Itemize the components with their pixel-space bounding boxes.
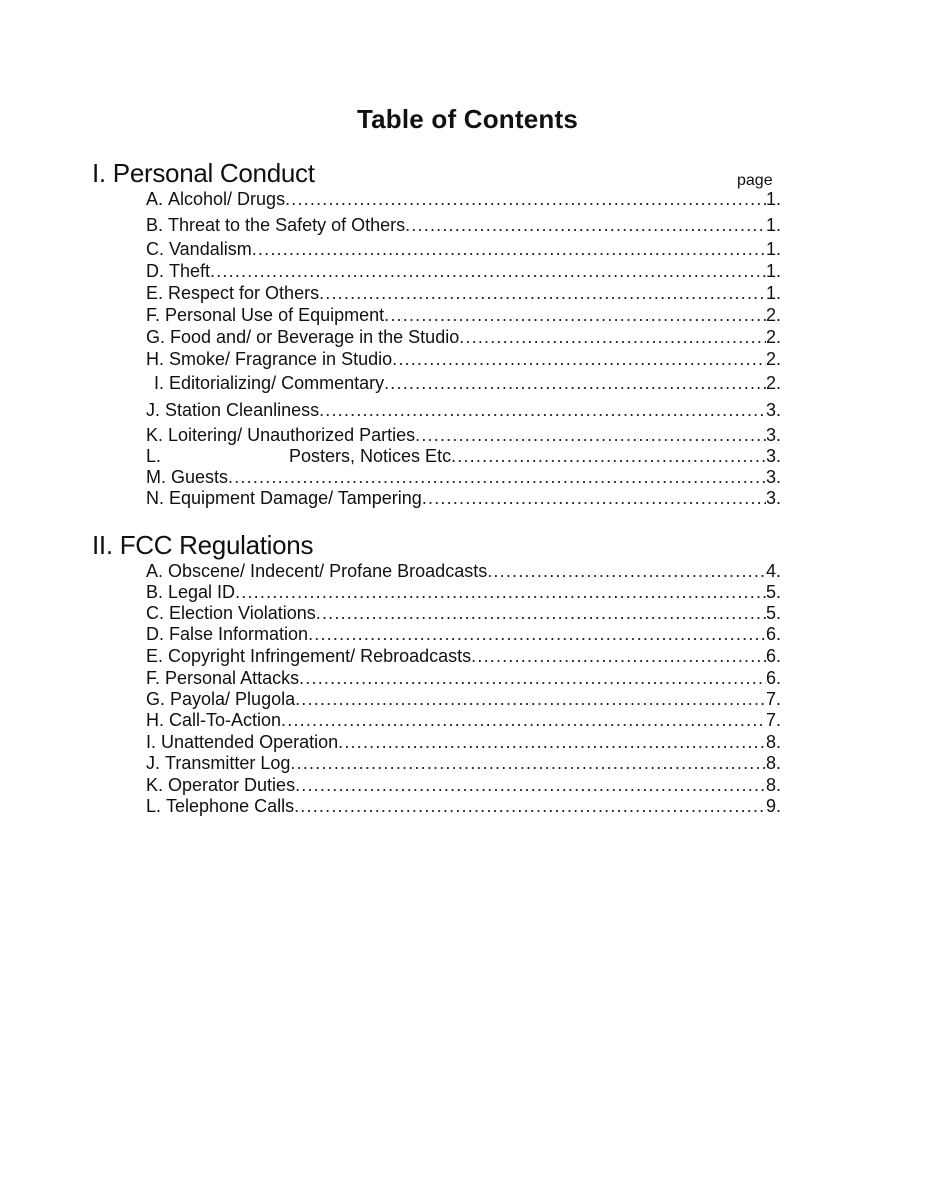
section-heading-fcc-regulations: II. FCC Regulations xyxy=(92,530,314,560)
toc-entry-letter: D. xyxy=(146,624,164,644)
toc-entry-letter: J. xyxy=(146,753,161,773)
toc-entry-title: Payola/ Plugola xyxy=(170,689,296,709)
toc-entry-page: 1. xyxy=(765,283,781,303)
toc-entry-title: Alcohol/ Drugs xyxy=(168,189,286,209)
toc-entry-title: Station Cleanliness xyxy=(165,400,320,420)
toc-entry-page: 1. xyxy=(765,215,781,235)
section-heading-personal-conduct: I. Personal Conduct xyxy=(92,158,315,188)
toc-entry-page: 8. xyxy=(765,753,781,773)
toc-entry xyxy=(146,238,781,260)
dot-leader xyxy=(308,623,766,645)
toc-entry xyxy=(146,709,781,731)
toc-entry xyxy=(146,581,781,603)
toc-entry-letter: J. xyxy=(146,400,161,420)
toc-entry-title: Operator Duties xyxy=(168,775,296,795)
dot-leader xyxy=(405,214,766,236)
toc-entry-page: 6. xyxy=(765,646,781,666)
dot-leader xyxy=(422,487,766,509)
toc-entry-title: Threat to the Safety of Others xyxy=(168,215,406,235)
toc-entry-page: 1. xyxy=(765,189,781,209)
toc-entry xyxy=(146,399,781,421)
toc-entry-page: 1. xyxy=(765,239,781,259)
dot-leader xyxy=(392,348,766,370)
toc-entry xyxy=(146,667,781,689)
toc-entry xyxy=(154,372,781,394)
toc-entry-letter: L. xyxy=(146,446,162,466)
dot-leader xyxy=(471,645,766,667)
toc-entry xyxy=(146,752,781,774)
toc-entry-letter: C. xyxy=(146,239,164,259)
toc-entry xyxy=(146,214,781,236)
toc-entry-title: Obscene/ Indecent/ Profane Broadcasts xyxy=(168,561,488,581)
toc-entry xyxy=(146,282,781,304)
toc-entry-letter: A. xyxy=(146,189,164,209)
page-column-label: page xyxy=(737,172,773,189)
toc-entry-page: 3. xyxy=(765,400,781,420)
toc-entry-page: 2. xyxy=(765,373,781,393)
page-title: Table of Contents xyxy=(356,104,579,134)
toc-entry-page: 8. xyxy=(765,775,781,795)
toc-entry-letter: I. xyxy=(154,373,165,393)
toc-entry-page: 3. xyxy=(765,467,781,487)
toc-entry-title: Equipment Damage/ Tampering xyxy=(169,488,422,508)
dot-leader xyxy=(451,445,766,467)
toc-entry-letter: D. xyxy=(146,261,164,281)
dot-leader xyxy=(487,560,766,582)
toc-entry-letter: F. xyxy=(146,668,161,688)
toc-entry-page: 3. xyxy=(765,425,781,445)
dot-leader xyxy=(295,774,766,796)
toc-entry-title: Smoke/ Fragrance in Studio xyxy=(169,349,393,369)
toc-entry-page: 2. xyxy=(765,305,781,325)
dot-leader xyxy=(319,399,766,421)
toc-entry-letter: G. xyxy=(146,689,166,709)
toc-entry-page: 4. xyxy=(765,561,781,581)
toc-entry-letter: B. xyxy=(146,215,164,235)
toc-entry-title: Food and/ or Beverage in the Studio xyxy=(170,327,460,347)
toc-entry xyxy=(146,348,781,370)
toc-entry-title: Loitering/ Unauthorized Parties xyxy=(168,425,416,445)
toc-entry-letter: I. xyxy=(146,732,157,752)
toc-entry-title: Personal Use of Equipment xyxy=(165,305,385,325)
dot-leader xyxy=(384,372,766,394)
toc-entry xyxy=(146,795,781,817)
dot-leader xyxy=(415,424,766,446)
toc-entry xyxy=(146,645,781,667)
toc-entry-title: Posters, Notices Etc xyxy=(289,446,452,466)
dot-leader xyxy=(290,752,766,774)
toc-entry xyxy=(146,188,781,210)
dot-leader xyxy=(252,238,766,260)
toc-entry xyxy=(146,260,781,282)
toc-entry-letter: E. xyxy=(146,646,164,666)
dot-leader xyxy=(294,795,766,817)
dot-leader xyxy=(338,731,766,753)
toc-entry-letter: F. xyxy=(146,305,161,325)
dot-leader xyxy=(281,709,766,731)
toc-entry-title: Unattended Operation xyxy=(161,732,339,752)
toc-entry xyxy=(146,688,781,710)
toc-entry-letter: L. xyxy=(146,796,162,816)
toc-entry-title: Call-To-Action xyxy=(169,710,282,730)
toc-entry-letter: K. xyxy=(146,425,164,445)
toc-entry-letter: H. xyxy=(146,710,164,730)
toc-entry-page: 7. xyxy=(765,689,781,709)
toc-entry-title: Vandalism xyxy=(169,239,252,259)
toc-entry-page: 3. xyxy=(765,488,781,508)
toc-entry-page: 3. xyxy=(765,446,781,466)
toc-entry-title: False Information xyxy=(169,624,309,644)
toc-entry-letter: B. xyxy=(146,582,164,602)
toc-entry-letter: C. xyxy=(146,603,164,623)
dot-leader xyxy=(316,602,766,624)
toc-entry-letter: K. xyxy=(146,775,164,795)
toc-entry xyxy=(146,326,781,348)
toc-entry-letter: H. xyxy=(146,349,164,369)
toc-entry-title: Copyright Infringement/ Rebroadcasts xyxy=(168,646,472,666)
toc-entry-letter: E. xyxy=(146,283,164,303)
dot-leader xyxy=(295,688,766,710)
toc-entry-page: 2. xyxy=(765,327,781,347)
dot-leader xyxy=(210,260,766,282)
toc-entry xyxy=(146,304,781,326)
toc-entry-page: 6. xyxy=(765,668,781,688)
toc-entry-title: Editorializing/ Commentary xyxy=(169,373,385,393)
toc-entry-letter: G. xyxy=(146,327,166,347)
toc-entry-page: 9. xyxy=(765,796,781,816)
toc-entry-letter: N. xyxy=(146,488,164,508)
toc-entry-page: 8. xyxy=(765,732,781,752)
toc-entry xyxy=(146,487,781,509)
toc-entry-page: 5. xyxy=(765,603,781,623)
toc-entry-title: Personal Attacks xyxy=(165,668,300,688)
toc-entry-title: Theft xyxy=(169,261,211,281)
toc-entry-page: 2. xyxy=(765,349,781,369)
toc-entry-title: Guests xyxy=(171,467,229,487)
dot-leader xyxy=(285,188,766,210)
toc-entry xyxy=(146,623,781,645)
toc-entry xyxy=(146,466,781,488)
toc-entry xyxy=(146,560,781,582)
dot-leader xyxy=(228,466,766,488)
toc-entry-title: Respect for Others xyxy=(168,283,320,303)
toc-entry xyxy=(146,445,781,467)
toc-entry-title: Telephone Calls xyxy=(166,796,295,816)
toc-entry-title: Transmitter Log xyxy=(165,753,291,773)
toc-entry-page: 5. xyxy=(765,582,781,602)
toc-entry xyxy=(146,602,781,624)
toc-entry-letter: M. xyxy=(146,467,166,487)
dot-leader xyxy=(384,304,766,326)
toc-entry-title: Election Violations xyxy=(169,603,316,623)
dot-leader xyxy=(319,282,766,304)
toc-entry xyxy=(146,774,781,796)
dot-leader xyxy=(459,326,766,348)
toc-entry-letter: A. xyxy=(146,561,164,581)
toc-entry-page: 1. xyxy=(765,261,781,281)
toc-entry xyxy=(146,424,781,446)
dot-leader xyxy=(299,667,766,689)
dot-leader xyxy=(235,581,766,603)
toc-entry-title: Legal ID xyxy=(168,582,236,602)
toc-entry-page: 7. xyxy=(765,710,781,730)
toc-entry-page: 6. xyxy=(765,624,781,644)
toc-entry xyxy=(146,731,781,753)
